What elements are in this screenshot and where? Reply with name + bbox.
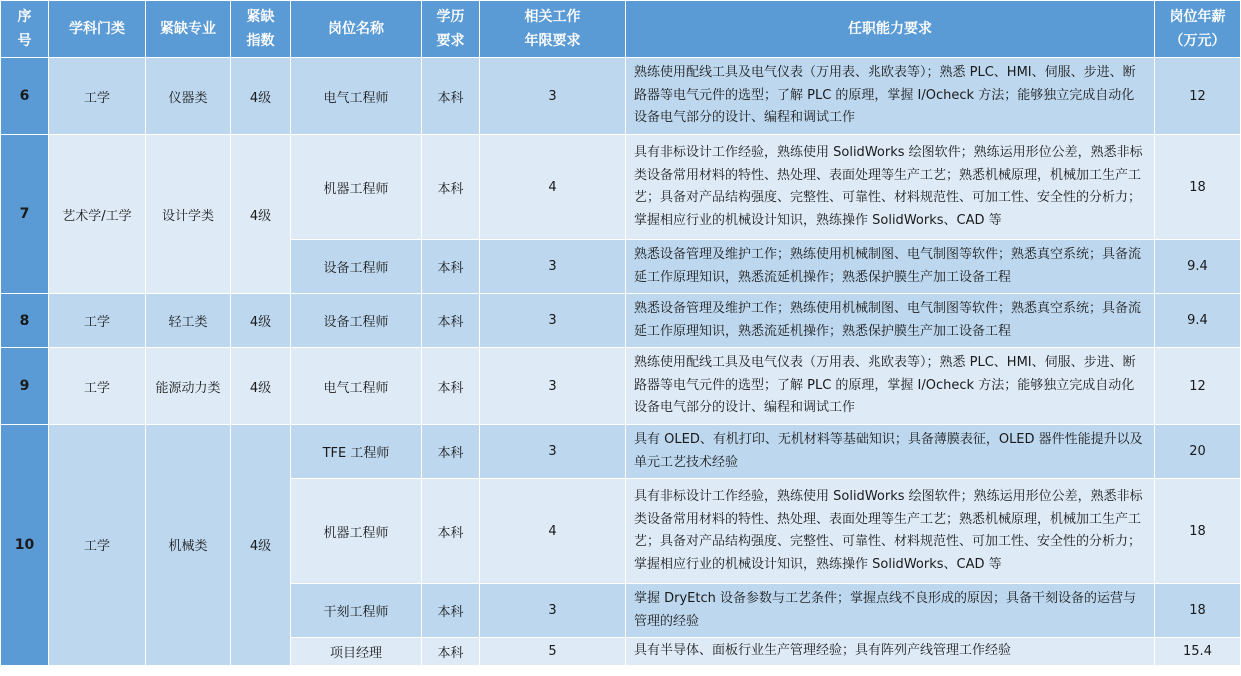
cell-position: 设备工程师 bbox=[291, 240, 422, 294]
cell-shortage-index: 4级 bbox=[231, 348, 291, 425]
cell-years: 3 bbox=[480, 58, 626, 135]
header-index: 紧缺 指数 bbox=[231, 1, 291, 58]
cell-salary: 9.4 bbox=[1155, 240, 1241, 294]
table-row bbox=[1, 425, 1241, 479]
cell-position: 项目经理 bbox=[291, 638, 422, 666]
header-major: 紧缺专业 bbox=[146, 1, 231, 58]
cell-years: 4 bbox=[480, 479, 626, 584]
cell-years: 3 bbox=[480, 348, 626, 425]
cell-shortage-index: 4级 bbox=[231, 135, 291, 294]
cell-position: 干刻工程师 bbox=[291, 584, 422, 638]
table-row bbox=[1, 58, 1241, 135]
cell-salary: 18 bbox=[1155, 135, 1241, 240]
cell-requirements: 具有非标设计工作经验，熟练使用 SolidWorks 绘图软件；熟练运用形位公差，熟悉非标类设备常用材料的特性、热处理、表面处理等生产工艺；熟悉机械原理，机械加工生产工艺；具备对产品结构强度、完整性、可靠性、材料规范性、可加工性、安全性的分析力；掌握相应行业的机械设计知识，熟练操作 SolidWorks、CAD 等 bbox=[626, 479, 1155, 584]
row-index: 8 bbox=[1, 294, 49, 348]
table-row bbox=[1, 135, 1241, 240]
cell-requirements: 熟练使用配线工具及电气仪表（万用表、兆欧表等）；熟悉 PLC、HMI、伺服、步进、断路器等电气元件的选型；了解 PLC 的原理，掌握 I/Ocheck 方法；能够独立完成自动化设备电气部分的设计、编程和调试工作 bbox=[626, 58, 1155, 135]
header-salary: 岗位年薪 （万元） bbox=[1155, 1, 1241, 58]
cell-shortage-index: 4级 bbox=[231, 294, 291, 348]
cell-position: 机器工程师 bbox=[291, 135, 422, 240]
cell-salary: 12 bbox=[1155, 348, 1241, 425]
cell-requirements: 具有 OLED、有机打印、无机材料等基础知识；具备薄膜表征，OLED 器件性能提升以及单元工艺技术经验 bbox=[626, 425, 1155, 479]
table-body bbox=[1, 58, 1241, 666]
cell-major: 仪器类 bbox=[146, 58, 231, 135]
cell-category: 工学 bbox=[49, 348, 146, 425]
cell-position: TFE 工程师 bbox=[291, 425, 422, 479]
cell-salary: 15.4 bbox=[1155, 638, 1241, 666]
header-row bbox=[1, 1, 1241, 58]
row-index: 6 bbox=[1, 58, 49, 135]
cell-category: 工学 bbox=[49, 294, 146, 348]
row-index: 10 bbox=[1, 425, 49, 666]
cell-shortage-index: 4级 bbox=[231, 58, 291, 135]
cell-education: 本科 bbox=[422, 348, 480, 425]
cell-requirements: 具有半导体、面板行业生产管理经验；具有阵列产线管理工作经验 bbox=[626, 638, 1155, 666]
cell-requirements: 熟悉设备管理及维护工作；熟练使用机械制图、电气制图等软件；熟悉真空系统；具备流延工作原理知识，熟悉流延机操作；熟悉保护膜生产加工设备工程 bbox=[626, 294, 1155, 348]
cell-education: 本科 bbox=[422, 479, 480, 584]
header-education: 学历 要求 bbox=[422, 1, 480, 58]
table-row bbox=[1, 348, 1241, 425]
cell-education: 本科 bbox=[422, 58, 480, 135]
row-index: 9 bbox=[1, 348, 49, 425]
cell-education: 本科 bbox=[422, 425, 480, 479]
cell-requirements: 熟悉设备管理及维护工作；熟练使用机械制图、电气制图等软件；熟悉真空系统；具备流延工作原理知识，熟悉流延机操作；熟悉保护膜生产加工设备工程 bbox=[626, 240, 1155, 294]
header-years: 相关工作 年限要求 bbox=[480, 1, 626, 58]
cell-years: 3 bbox=[480, 240, 626, 294]
cell-years: 3 bbox=[480, 584, 626, 638]
cell-education: 本科 bbox=[422, 294, 480, 348]
header-idx: 序 号 bbox=[1, 1, 49, 58]
cell-salary: 12 bbox=[1155, 58, 1241, 135]
cell-education: 本科 bbox=[422, 638, 480, 666]
cell-position: 机器工程师 bbox=[291, 479, 422, 584]
cell-requirements: 掌握 DryEtch 设备参数与工艺条件；掌握点线不良形成的原因；具备干刻设备的运营与管理的经验 bbox=[626, 584, 1155, 638]
cell-position: 电气工程师 bbox=[291, 348, 422, 425]
cell-salary: 9.4 bbox=[1155, 294, 1241, 348]
cell-salary: 20 bbox=[1155, 425, 1241, 479]
cell-major: 能源动力类 bbox=[146, 348, 231, 425]
row-index: 7 bbox=[1, 135, 49, 294]
cell-position: 设备工程师 bbox=[291, 294, 422, 348]
header-position: 岗位名称 bbox=[291, 1, 422, 58]
cell-category: 艺术学/工学 bbox=[49, 135, 146, 294]
cell-category: 工学 bbox=[49, 58, 146, 135]
cell-major: 轻工类 bbox=[146, 294, 231, 348]
cell-major: 机械类 bbox=[146, 425, 231, 666]
cell-requirements: 熟练使用配线工具及电气仪表（万用表、兆欧表等）；熟悉 PLC、HMI、伺服、步进、断路器等电气元件的选型；了解 PLC 的原理，掌握 I/Ocheck 方法；能够独立完成自动化设备电气部分的设计、编程和调试工作 bbox=[626, 348, 1155, 425]
cell-category: 工学 bbox=[49, 425, 146, 666]
cell-years: 4 bbox=[480, 135, 626, 240]
cell-major: 设计学类 bbox=[146, 135, 231, 294]
cell-shortage-index: 4级 bbox=[231, 425, 291, 666]
cell-years: 5 bbox=[480, 638, 626, 666]
cell-requirements: 具有非标设计工作经验，熟练使用 SolidWorks 绘图软件；熟练运用形位公差，熟悉非标类设备常用材料的特性、热处理、表面处理等生产工艺；熟悉机械原理，机械加工生产工艺；具备对产品结构强度、完整性、可靠性、材料规范性、可加工性、安全性的分析力；掌握相应行业的机械设计知识，熟练操作 SolidWorks、CAD 等 bbox=[626, 135, 1155, 240]
cell-education: 本科 bbox=[422, 135, 480, 240]
cell-years: 3 bbox=[480, 294, 626, 348]
cell-salary: 18 bbox=[1155, 584, 1241, 638]
cell-position: 电气工程师 bbox=[291, 58, 422, 135]
table-row bbox=[1, 294, 1241, 348]
cell-education: 本科 bbox=[422, 240, 480, 294]
cell-years: 3 bbox=[480, 425, 626, 479]
cell-salary: 18 bbox=[1155, 479, 1241, 584]
header-requirements: 任职能力要求 bbox=[626, 1, 1155, 58]
cell-education: 本科 bbox=[422, 584, 480, 638]
header-category: 学科门类 bbox=[49, 1, 146, 58]
